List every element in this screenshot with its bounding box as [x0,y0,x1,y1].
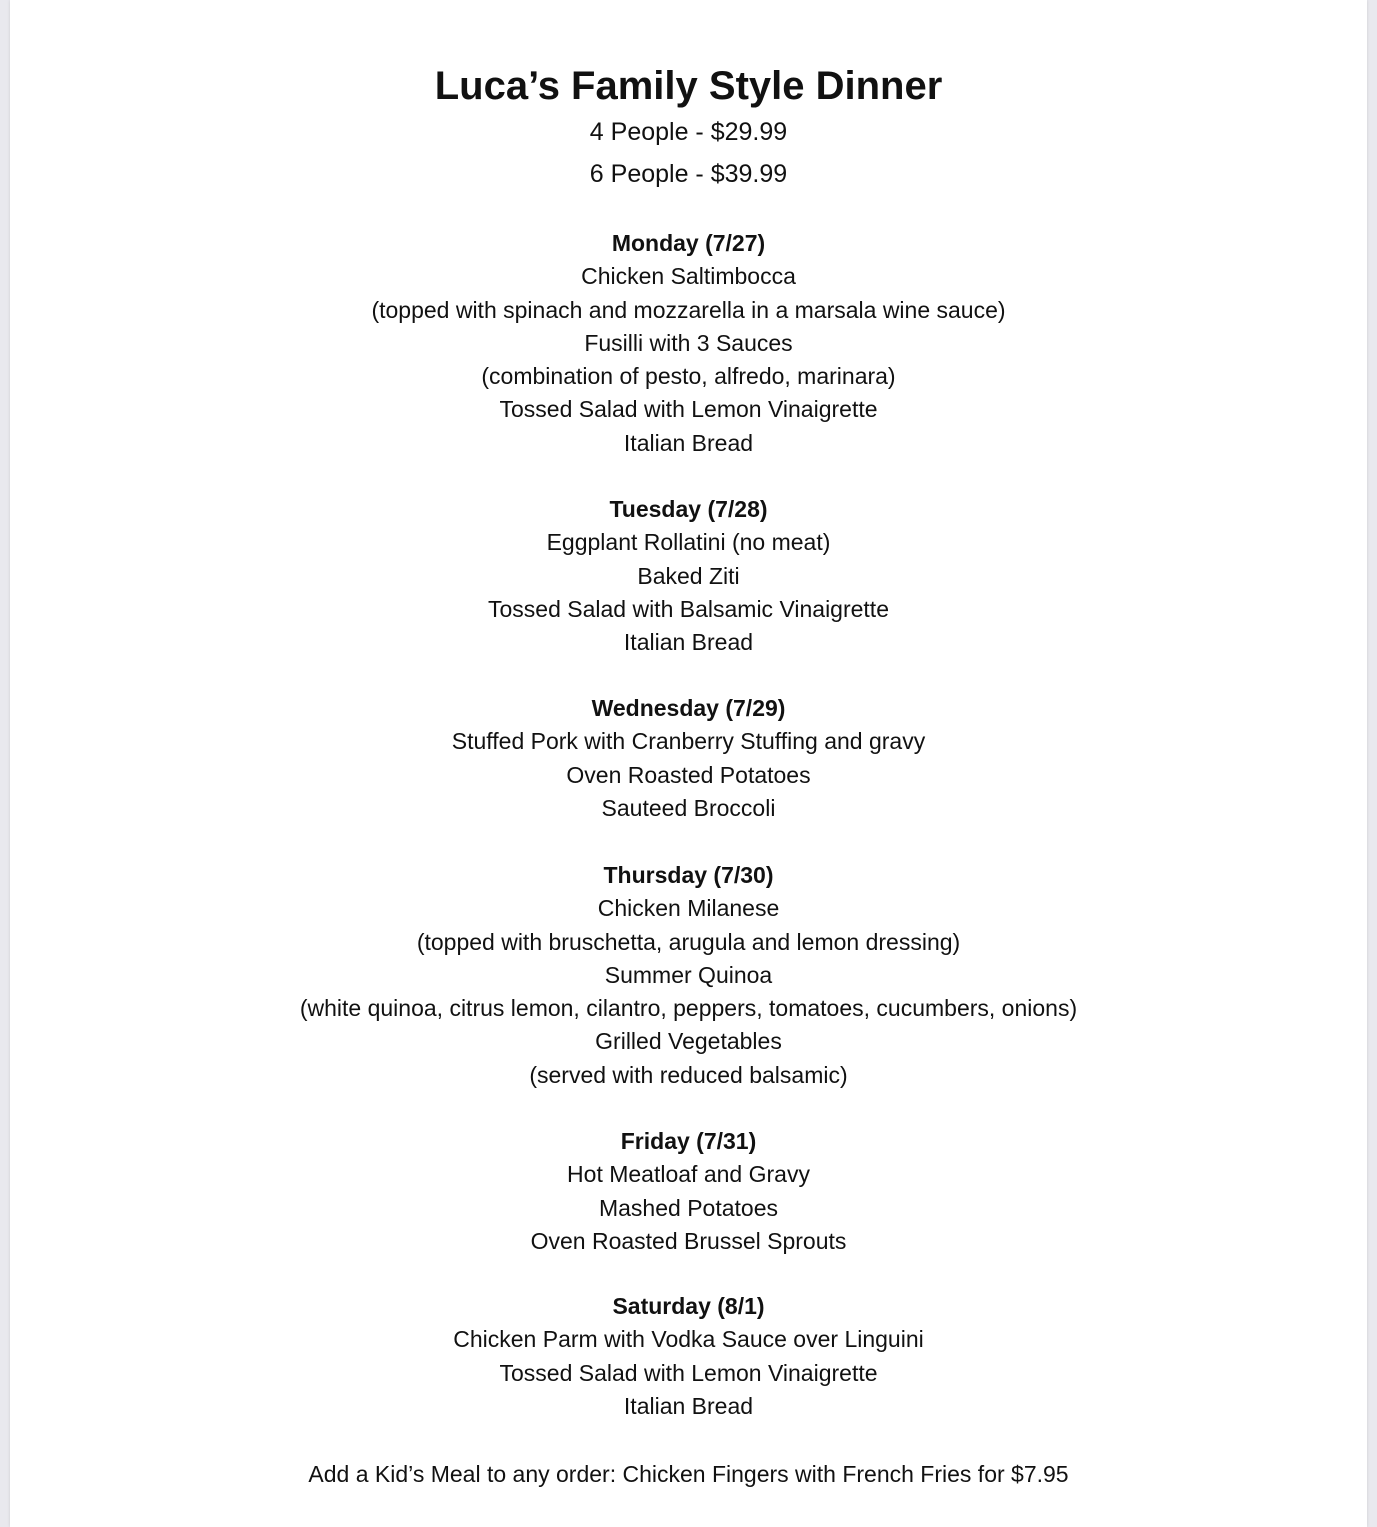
menu-item-description: (combination of pesto, alfredo, marinara) [481,363,896,390]
menu-item: Tossed Salad with Balsamic Vinaigrette [487,595,889,622]
day-wednesday [10,692,1367,825]
menu-item: Tossed Salad with Lemon Vinaigrette [499,1359,878,1386]
menu-item: Grilled Vegetables [595,1028,782,1055]
day-heading: Tuesday (7/28) [609,496,768,522]
menu-item: Baked Ziti [637,562,740,589]
day-thursday [10,859,1367,1092]
menu-page [10,0,1367,1527]
menu-item: Eggplant Rollatini (no meat) [546,529,831,556]
day-tuesday [10,493,1367,659]
day-heading: Friday (7/31) [620,1128,757,1154]
menu-item: Mashed Potatoes [598,1194,778,1221]
day-heading: Thursday (7/30) [603,862,774,888]
menu-item: Fusilli with 3 Sauces [584,329,793,356]
day-heading: Wednesday (7/29) [591,695,786,721]
menu-item: Hot Meatloaf and Gravy [567,1161,810,1188]
menu-item: Summer Quinoa [604,961,773,988]
menu-item: Chicken Saltimbocca [581,263,796,290]
menu-item-description: (topped with bruschetta, arugula and lemon dressing) [416,928,961,955]
menu-item: Italian Bread [623,629,754,656]
day-friday [10,1125,1367,1258]
day-heading: Monday (7/27) [611,230,766,256]
menu-item-description: (topped with spinach and mozzarella in a marsala wine sauce) [371,296,1006,323]
menu-item: Italian Bread [623,429,754,456]
price-six-people: 6 People - $39.99 [589,160,788,188]
menu-item: Oven Roasted Potatoes [566,761,811,788]
kids-meal-note: Add a Kid’s Meal to any order: Chicken Fingers with French Fries for $7.95 [308,1461,1069,1487]
menu-item: Oven Roasted Brussel Sprouts [530,1227,847,1254]
menu-item: Chicken Parm with Vodka Sauce over Linguini [453,1326,924,1353]
day-monday [10,227,1367,460]
day-heading: Saturday (8/1) [612,1293,765,1319]
menu-item-description: (white quinoa, citrus lemon, cilantro, peppers, tomatoes, cucumbers, onions) [299,995,1078,1022]
menu-item: Tossed Salad with Lemon Vinaigrette [499,396,878,423]
menu-item: Italian Bread [623,1392,754,1419]
day-saturday [10,1290,1367,1423]
menu-title: Luca’s Family Style Dinner [434,64,943,108]
menu-item: Stuffed Pork with Cranberry Stuffing and gravy [451,728,926,755]
menu-item: Chicken Milanese [597,895,780,922]
menu-item-description: (served with reduced balsamic) [529,1061,848,1088]
price-four-people: 4 People - $29.99 [589,118,788,146]
menu-item: Sauteed Broccoli [601,794,776,821]
